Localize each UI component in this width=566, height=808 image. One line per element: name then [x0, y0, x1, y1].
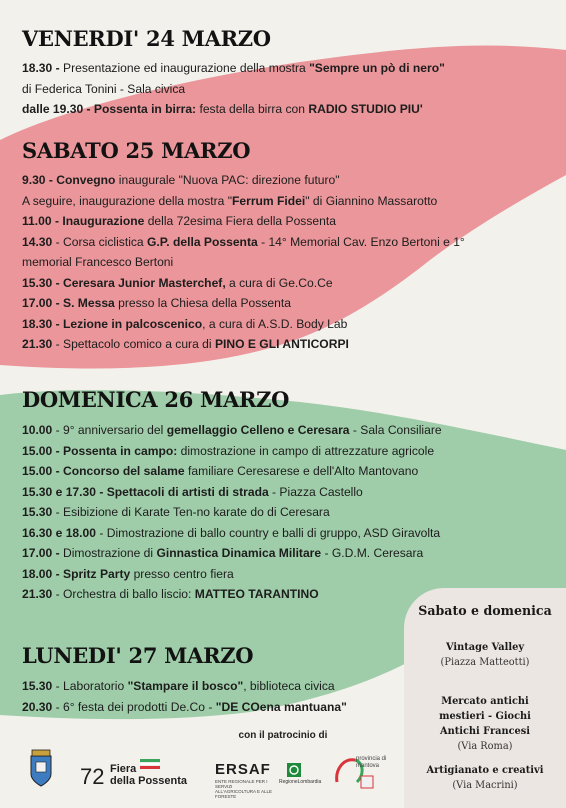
- schedule-line-segment: presso la Chiesa della Possenta: [114, 296, 291, 310]
- schedule-line-segment: 21.30: [22, 337, 53, 351]
- schedule-line-segment: - 14° Memorial Cav. Enzo Bertoni e 1°: [257, 234, 465, 249]
- schedule-line-segment: - Laboratorio: [52, 679, 128, 693]
- schedule-line: [22, 420, 562, 441]
- schedule-line-segment: - Corsa ciclistica: [52, 234, 148, 249]
- schedule-line: [22, 211, 562, 232]
- schedule-line-segment: Convegno: [56, 173, 116, 187]
- ersaf-logo: ERSAF: [215, 761, 271, 778]
- schedule-line-segment: 10.00: [22, 423, 53, 437]
- schedule-line: [22, 191, 562, 212]
- schedule-line-segment: dimostrazione in campo di attrezzature agricole: [177, 443, 435, 458]
- schedule-line-segment: della 72esima Fiera della Possenta: [144, 214, 336, 228]
- fiera-logo-text: [110, 763, 187, 787]
- schedule-line: [22, 441, 562, 462]
- schedule-line: [22, 564, 562, 585]
- schedule-line: [22, 543, 562, 564]
- patrocinio-label: con il patrocinio di: [238, 730, 328, 741]
- schedule-line-segment: , biblioteca civica: [243, 679, 335, 693]
- schedule-line-segment: - G.D.M. Ceresara: [321, 546, 424, 560]
- schedule-line-segment: festa della birra con: [196, 102, 309, 116]
- schedule-line: [22, 232, 562, 253]
- schedule-line-segment: - 6° festa dei prodotti De.Co -: [52, 699, 216, 714]
- weekend-item-place: (Via Roma): [457, 741, 513, 752]
- day-title-lunedi: LUNEDI' 27 MARZO: [22, 643, 254, 668]
- schedule-line-segment: Inaugurazione: [62, 214, 145, 228]
- schedule-line-segment: Ferrum Fidei: [232, 193, 306, 208]
- weekend-card-title: Sabato e domenica: [418, 603, 552, 618]
- weekend-item-place: (Via Macrini): [452, 780, 518, 791]
- schedule-line-segment: - Sala Consiliare: [349, 423, 442, 437]
- schedule-line-segment: Dimostrazione di: [63, 546, 157, 560]
- schedule-line-segment: S. Messa: [63, 296, 115, 310]
- schedule-line-segment: " di Giannino Massarotto: [305, 193, 438, 208]
- schedule-line-segment: "DE COena mantuana": [215, 699, 347, 714]
- schedule-line-segment: familiare Ceresarese e dell'Alto Mantovano: [184, 464, 419, 478]
- schedule-line-segment: - Spettacolo comico a cura di: [52, 337, 215, 351]
- schedule-line: [22, 461, 562, 482]
- schedule-line-segment: 17.00 -: [22, 296, 64, 310]
- schedule-line: [22, 252, 562, 273]
- schedule-line-segment: 15.00 - Possenta in campo:: [22, 443, 178, 458]
- schedule-line-segment: 21.30: [22, 587, 53, 601]
- schedule-line-segment: PINO E GLI ANTICORPI: [214, 337, 349, 351]
- schedule-line: [22, 273, 562, 294]
- weekend-item-name: Mercato antichi mestieri - Giochi Antichi Francesi: [439, 696, 531, 737]
- schedule-line-segment: G.P. della Possenta: [147, 234, 258, 249]
- schedule-line-segment: 14.30: [22, 234, 53, 249]
- schedule-line-segment: 15.30 -: [22, 275, 64, 290]
- weekend-item-name: Vintage Valley: [445, 642, 525, 653]
- fiera-logo-line2: della Possenta: [110, 775, 188, 787]
- schedule-line: [22, 482, 562, 503]
- schedule-line-segment: MATTEO TARANTINO: [194, 587, 319, 601]
- schedule-line-segment: A seguire, inaugurazione della mostra ": [22, 193, 233, 208]
- schedule-line-segment: gemellaggio Celleno e Ceresara: [166, 423, 350, 437]
- schedule-line-segment: "Sempre un pò di nero": [309, 61, 445, 75]
- schedule-line-segment: 16.30 e 18.00: [22, 525, 96, 540]
- regione-lombardia-rose-icon: [287, 763, 301, 777]
- day-title-domenica: DOMENICA 26 MARZO: [22, 387, 290, 412]
- schedule-line: [22, 293, 562, 314]
- schedule-line: [22, 58, 562, 79]
- fiera-logo-line1: Fiera: [110, 763, 137, 775]
- provincia-mantova-logo: provincia di mantova: [356, 756, 387, 769]
- schedule-line-segment: RADIO STUDIO PIU': [308, 102, 423, 116]
- schedule-line-segment: 18.30 -: [22, 316, 64, 331]
- schedule-line-segment: Ginnastica Dinamica Militare: [156, 546, 322, 560]
- schedule-line: [22, 334, 562, 355]
- schedule-line-segment: Lezione in palcoscenico: [63, 316, 203, 331]
- schedule-domenica: [22, 420, 562, 605]
- schedule-line-segment: dalle 19.30 - Possenta in birra:: [22, 102, 197, 116]
- day-title-venerdi: VENERDI' 24 MARZO: [22, 26, 271, 51]
- weekend-item-name: Artigianato e creativi: [426, 765, 544, 776]
- regione-lombardia-logo: RegioneLombardia: [279, 779, 322, 785]
- schedule-line-segment: memorial Francesco Bertoni: [22, 255, 174, 269]
- schedule-line-segment: - Orchestra di ballo liscio:: [52, 587, 195, 601]
- schedule-line-segment: , a cura di A.S.D. Body Lab: [202, 316, 348, 331]
- fiera-logo-number: 72: [80, 764, 105, 789]
- weekend-item: [404, 694, 566, 754]
- schedule-line: [22, 79, 562, 100]
- schedule-line-segment: presso centro fiera: [130, 566, 234, 581]
- schedule-line-segment: 18.30 -: [22, 61, 64, 75]
- ersaf-logo-subtitle: ENTE REGIONALE PER I SERVIZI ALL'AGRICOLTURA E ALLE FORESTE: [215, 779, 273, 799]
- schedule-line: [22, 523, 562, 544]
- schedule-line: [22, 99, 562, 120]
- schedule-sabato: [22, 170, 562, 355]
- schedule-line-segment: 15.30 e 17.30 - Spettacoli di artisti di strada: [22, 484, 269, 499]
- schedule-line-segment: "Stampare il bosco": [127, 679, 244, 693]
- schedule-line: [22, 314, 562, 335]
- schedule-line-segment: Ceresara Junior Masterchef,: [63, 275, 226, 290]
- schedule-line-segment: - 9° anniversario del: [52, 423, 167, 437]
- weekend-item: [404, 640, 566, 670]
- schedule-line-segment: 15.30: [22, 505, 53, 519]
- schedule-line-segment: di Federica Tonini - Sala civica: [22, 81, 186, 96]
- schedule-line-segment: 18.00 - Spritz Party: [22, 566, 131, 581]
- schedule-line-segment: 9.30 -: [22, 173, 57, 187]
- schedule-line-segment: 15.00 - Concorso del salame: [22, 464, 185, 478]
- weekend-item-place: (Piazza Matteotti): [440, 657, 530, 668]
- ceresara-coat-of-arms-icon: [26, 748, 56, 788]
- schedule-line: [22, 502, 562, 523]
- schedule-line-segment: Presentazione ed inaugurazione della mostra: [63, 61, 310, 75]
- schedule-line-segment: - Piazza Castello: [268, 484, 363, 499]
- schedule-line-segment: - Dimostrazione di ballo country e balli di gruppo, ASD Giravolta: [95, 525, 441, 540]
- day-title-sabato: SABATO 25 MARZO: [22, 138, 251, 163]
- schedule-line-segment: 17.00 -: [22, 546, 64, 560]
- schedule-line-segment: inaugurale "Nuova PAC: direzione futuro": [115, 173, 340, 187]
- schedule-line-segment: - Esibizione di Karate Ten-no karate do di Ceresara: [52, 505, 330, 519]
- schedule-line-segment: 15.30: [22, 679, 53, 693]
- weekend-item: [404, 763, 566, 793]
- schedule-venerdi: [22, 58, 562, 120]
- schedule-line-segment: 20.30: [22, 699, 53, 714]
- schedule-line-segment: 11.00 -: [22, 214, 63, 228]
- schedule-line: [22, 170, 562, 191]
- schedule-line-segment: a cura di Ge.Co.Ce: [225, 275, 333, 290]
